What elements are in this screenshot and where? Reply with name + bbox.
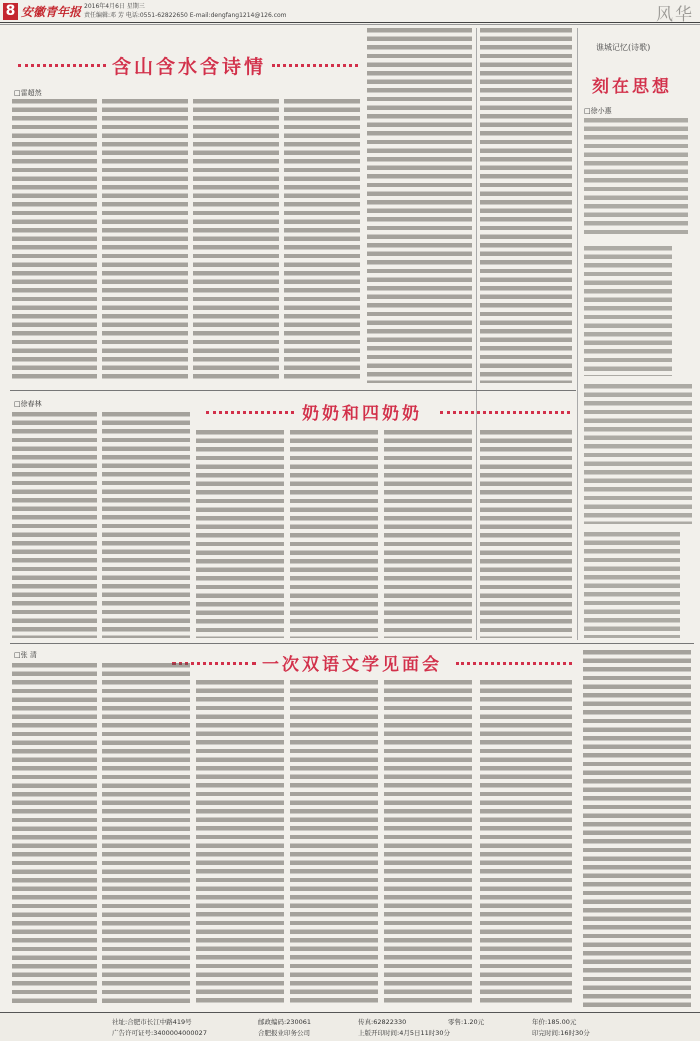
footer-retail-price: 零售:1.20元 [448, 1018, 485, 1026]
poem-text-column [584, 118, 688, 238]
article-text-column [102, 412, 190, 638]
footer-address: 社址:合肥市长江中路419号 [112, 1018, 192, 1026]
section-divider [10, 643, 694, 644]
footer-printer: 合肥报业印务公司 [258, 1029, 310, 1037]
poem-byline: □徐小惠 [584, 107, 612, 115]
footer-print-end: 印完时间:16时30分 [532, 1029, 590, 1037]
column-divider [577, 28, 578, 640]
article-text-column [193, 99, 279, 383]
article-text-column [12, 663, 97, 1007]
article-text-column [290, 680, 378, 1007]
poem-column-label: 谯城记忆(诗歌) [596, 43, 651, 52]
article-text-column [196, 430, 284, 638]
article-byline: □张 清 [14, 651, 37, 659]
issue-date: 2016年4月6日 星期三 [84, 3, 145, 10]
article-text-column [384, 680, 472, 1007]
headline-decoration-left [18, 64, 106, 67]
page-number: 8 [3, 3, 18, 20]
footer-print-start: 上版开印时间:4月5日11时30分 [358, 1029, 451, 1037]
article-headline: 含山含水含诗情 [112, 56, 267, 78]
footer-annual-price: 年价:185.00元 [532, 1018, 577, 1026]
article-headline: 奶奶和四奶奶 [302, 404, 422, 424]
article-text-column [480, 680, 572, 1007]
article-text-column [384, 430, 472, 638]
column-divider [476, 28, 477, 640]
article-text-column [367, 28, 472, 383]
article-text-column [12, 99, 97, 383]
headline-decoration-right [456, 662, 572, 665]
article-text-column [284, 99, 360, 383]
paper-name-logo: 安徽青年报 [21, 5, 82, 19]
headline-decoration-left [206, 411, 294, 414]
article-text-column [12, 412, 97, 638]
masthead-rule [0, 22, 700, 23]
article-byline: □雷超然 [14, 89, 42, 97]
article-text-column [480, 28, 572, 383]
footer-ad-license: 广告许可证号:3400004000027 [112, 1029, 207, 1037]
masthead-rule-secondary [0, 24, 700, 25]
headline-decoration-right [440, 411, 570, 414]
section-name: 风华 [656, 5, 694, 25]
article-text-column [583, 650, 691, 1007]
article-text-column [196, 680, 284, 1007]
headline-decoration-right [272, 64, 358, 67]
poem-text-column [584, 384, 692, 524]
footer-fax: 传真:62822330 [358, 1018, 407, 1026]
article-byline: □徐春林 [14, 400, 42, 408]
article-text-column [102, 663, 190, 1007]
poem-text-column [584, 532, 680, 638]
footer-postcode: 邮政编码:230061 [258, 1018, 312, 1026]
poem-headline: 刻在思想 [592, 77, 672, 97]
page-footer [0, 1012, 700, 1041]
section-divider [10, 390, 576, 391]
article-text-column [102, 99, 188, 383]
poem-text-column [584, 246, 672, 376]
editor-info: 责任编辑:邓 芳 电话:0551-62822650 E-mail:dengfang1214@126.com [84, 12, 287, 19]
article-text-column [290, 430, 378, 638]
article-headline: 一次双语文学见面会 [262, 655, 442, 675]
article-text-column [480, 430, 572, 638]
